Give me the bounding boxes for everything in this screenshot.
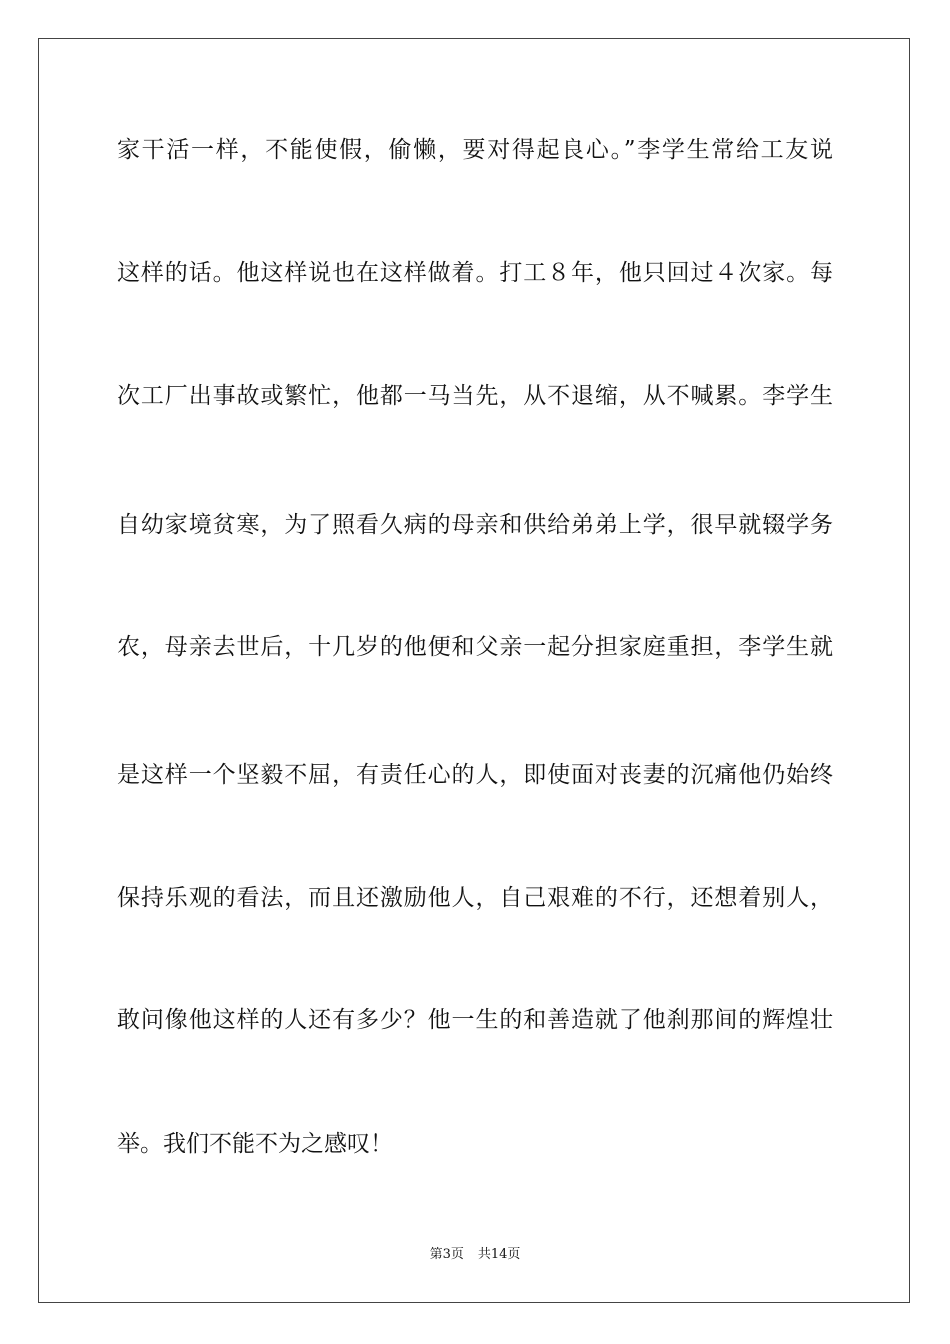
text-line: 次工厂出事故或繁忙，他都一马当先，从不退缩，从不喊累。李学生 bbox=[117, 383, 833, 409]
text-line: 保持乐观的看法，而且还激励他人，自己艰难的不行，还想着别人， bbox=[117, 885, 833, 911]
text-line: 是这样一个坚毅不屈，有责任心的人，即使面对丧妻的沉痛他仍始终 bbox=[117, 762, 833, 788]
page-number: 第3页 bbox=[429, 1247, 464, 1262]
page-footer bbox=[0, 1246, 950, 1264]
text-line: 举。我们不能不为之感叹！ bbox=[117, 1131, 393, 1157]
text-line: 家干活一样，不能使假，偷懒，要对得起良心。”李学生常给工友说 bbox=[117, 137, 833, 163]
text-line: 农，母亲去世后，十几岁的他便和父亲一起分担家庭重担，李学生就 bbox=[117, 634, 833, 660]
text-line: 这样的话。他这样说也在这样做着。打工８年，他只回过４次家。每 bbox=[117, 260, 833, 286]
page-border bbox=[38, 38, 910, 1303]
page-total: 共14页 bbox=[477, 1247, 521, 1262]
text-line: 敢问像他这样的人还有多少？他一生的和善造就了他刹那间的辉煌壮 bbox=[117, 1007, 833, 1033]
text-line: 自幼家境贫寒，为了照看久病的母亲和供给弟弟上学，很早就辍学务 bbox=[117, 512, 833, 538]
